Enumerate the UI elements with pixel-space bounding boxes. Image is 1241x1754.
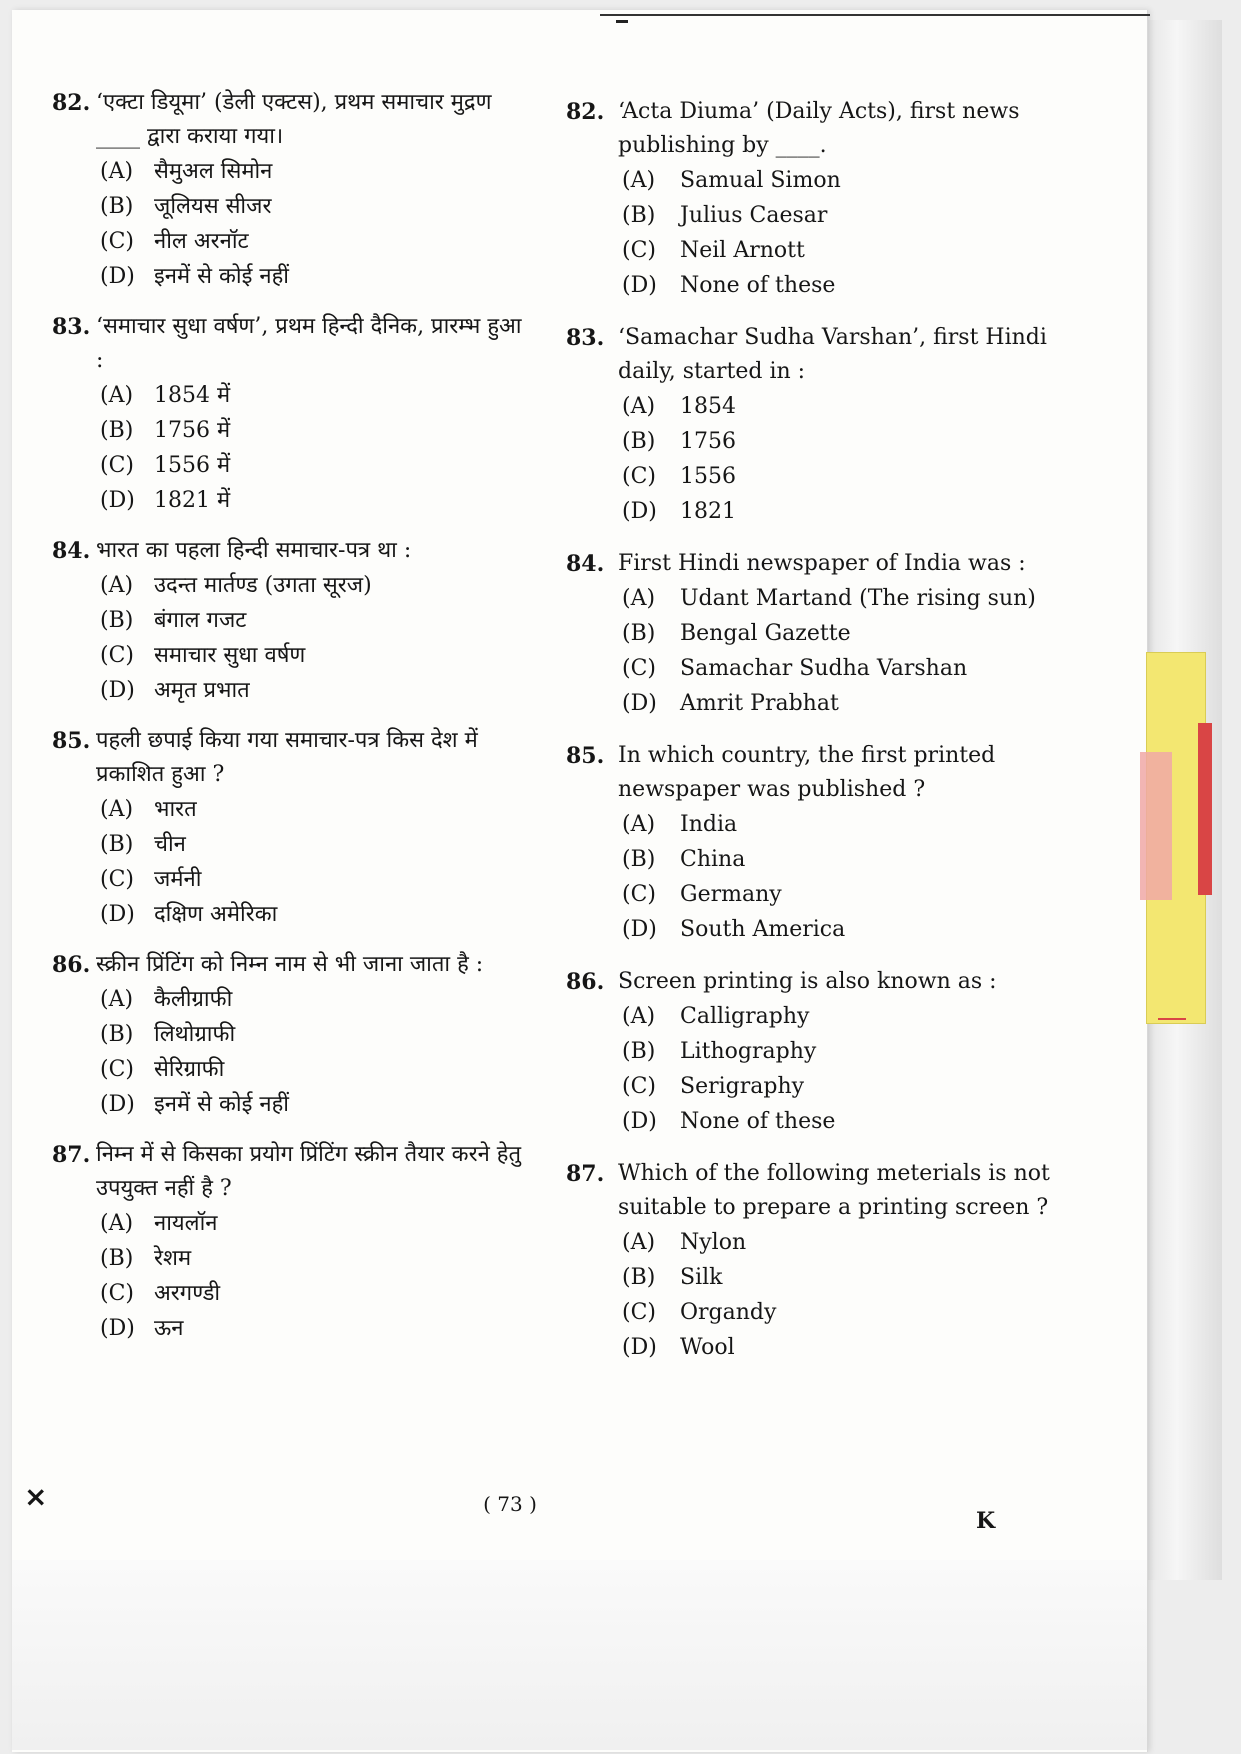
- question-83-hi: [52, 310, 522, 518]
- option-c: (C) Samachar Sudha Varshan: [622, 656, 968, 681]
- option-c: (C) Serigraphy: [622, 1074, 805, 1099]
- question-text: ‘Samachar Sudha Varshan’, first Hindi daily, started in :: [618, 325, 1047, 384]
- option-d: (D) इनमें से कोई नहीं: [100, 264, 290, 289]
- option-d: (D) दक्षिण अमेरिका: [100, 902, 278, 927]
- question-86-hi: [52, 948, 522, 1122]
- option-a: (A) उदन्त मार्तण्ड (उगता सूरज): [100, 573, 372, 598]
- option-c: (C) 1556: [622, 464, 736, 489]
- option-a: (A) Nylon: [622, 1230, 747, 1255]
- option-b: (B) 1756: [622, 429, 736, 454]
- question-83-en: [566, 321, 1066, 529]
- tape-strip: [1140, 752, 1172, 900]
- option-b: (B) Silk: [622, 1265, 723, 1290]
- question-82-en: [566, 95, 1066, 303]
- question-text: First Hindi newspaper of India was :: [618, 551, 1026, 576]
- option-b: (B) रेशम: [100, 1246, 192, 1271]
- question-text: ‘समाचार सुधा वर्षण’, प्रथम हिन्दी दैनिक, प्रारम्भ हुआ :: [96, 314, 522, 373]
- question-text: Screen printing is also known as :: [618, 969, 997, 994]
- option-a: (A) कैलीग्राफी: [100, 987, 233, 1012]
- option-a: (A) सैमुअल सिमोन: [100, 159, 273, 184]
- index-tab-red: [1198, 723, 1212, 895]
- option-b: (B) Bengal Gazette: [622, 621, 851, 646]
- option-d: (D) 1821: [622, 499, 736, 524]
- option-b: (B) बंगाल गजट: [100, 608, 247, 633]
- question-84-hi: [52, 534, 522, 708]
- question-number: 86.: [566, 969, 605, 995]
- page-number: ( 73 ): [483, 1492, 537, 1516]
- option-a: (A) भारत: [100, 797, 197, 822]
- question-text: Which of the following meterials is not suitable to prepare a printing screen ?: [618, 1161, 1050, 1220]
- question-number: 86.: [52, 952, 91, 978]
- option-c: (C) Germany: [622, 882, 782, 907]
- page-bottom-margin: [12, 1560, 1147, 1750]
- option-d: (D) इनमें से कोई नहीं: [100, 1092, 290, 1117]
- question-text: निम्न में से किसका प्रयोग प्रिंटिंग स्क्रीन तैयार करने हेतु उपयुक्त नहीं है ?: [96, 1142, 521, 1201]
- question-text: भारत का पहला हिन्दी समाचार-पत्र था :: [96, 538, 412, 563]
- option-d: (D) Amrit Prabhat: [622, 691, 839, 716]
- option-a: (A) 1854 में: [100, 383, 231, 408]
- question-number: 82.: [566, 99, 605, 125]
- question-number: 84.: [566, 551, 605, 577]
- option-d: (D) 1821 में: [100, 488, 231, 513]
- question-85-hi: [52, 724, 522, 932]
- question-text: ‘एक्टा डियूमा’ (डेली एक्टस), प्रथम समाचार मुद्रण ____ द्वारा कराया गया।: [96, 90, 492, 149]
- option-d: (D) Wool: [622, 1335, 735, 1360]
- option-b: (B) 1756 में: [100, 418, 231, 443]
- option-b: (B) Julius Caesar: [622, 203, 828, 228]
- english-column: [566, 95, 1066, 1383]
- question-number: 83.: [52, 314, 91, 340]
- option-a: (A) Samual Simon: [622, 168, 841, 193]
- option-c: (C) Organdy: [622, 1300, 777, 1325]
- top-rule: [600, 14, 1150, 16]
- question-text: पहली छपाई किया गया समाचार-पत्र किस देश में प्रकाशित हुआ ?: [96, 728, 478, 787]
- booklet-code: K: [976, 1508, 996, 1534]
- option-b: (B) जूलियस सीजर: [100, 194, 272, 219]
- option-d: (D) None of these: [622, 273, 836, 298]
- question-number: 82.: [52, 90, 91, 116]
- question-84-en: [566, 547, 1066, 721]
- question-text: ‘Acta Diuma’ (Daily Acts), first news publishing by ____.: [618, 99, 1020, 158]
- option-b: (B) लिथोग्राफी: [100, 1022, 236, 1047]
- hindi-column: [52, 86, 522, 1362]
- question-text: स्क्रीन प्रिंटिंग को निम्न नाम से भी जाना जाता है :: [96, 952, 484, 977]
- option-c: (C) अरगण्डी: [100, 1281, 221, 1306]
- question-number: 87.: [566, 1161, 605, 1187]
- option-a: (A) Udant Martand (The rising sun): [622, 586, 1036, 611]
- option-a: (A) नायलॉन: [100, 1211, 218, 1236]
- question-number: 85.: [52, 728, 91, 754]
- question-text: In which country, the first printed newspaper was published ?: [618, 743, 996, 802]
- option-a: (A) Calligraphy: [622, 1004, 810, 1029]
- option-b: (B) China: [622, 847, 746, 872]
- question-85-en: [566, 739, 1066, 947]
- option-d: (D) ऊन: [100, 1316, 184, 1341]
- option-d: (D) South America: [622, 917, 846, 942]
- question-number: 84.: [52, 538, 91, 564]
- index-tab-line: [1158, 1018, 1186, 1020]
- option-c: (C) समाचार सुधा वर्षण: [100, 643, 306, 668]
- question-82-hi: [52, 86, 522, 294]
- question-86-en: [566, 965, 1066, 1139]
- question-number: 85.: [566, 743, 605, 769]
- option-d: (D) अमृत प्रभात: [100, 678, 250, 703]
- option-b: (B) Lithography: [622, 1039, 817, 1064]
- option-c: (C) 1556 में: [100, 453, 231, 478]
- option-c: (C) Neil Arnott: [622, 238, 805, 263]
- question-87-en: [566, 1157, 1066, 1365]
- question-number: 87.: [52, 1142, 91, 1168]
- cross-mark: ×: [24, 1480, 48, 1513]
- option-a: (A) 1854: [622, 394, 736, 419]
- option-c: (C) नील अरनॉट: [100, 229, 249, 254]
- option-c: (C) सेरिग्राफी: [100, 1057, 225, 1082]
- option-c: (C) जर्मनी: [100, 867, 202, 892]
- option-b: (B) चीन: [100, 832, 186, 857]
- question-87-hi: [52, 1138, 522, 1346]
- question-number: 83.: [566, 325, 605, 351]
- option-d: (D) None of these: [622, 1109, 836, 1134]
- top-dash-mark: [616, 20, 628, 23]
- option-a: (A) India: [622, 812, 738, 837]
